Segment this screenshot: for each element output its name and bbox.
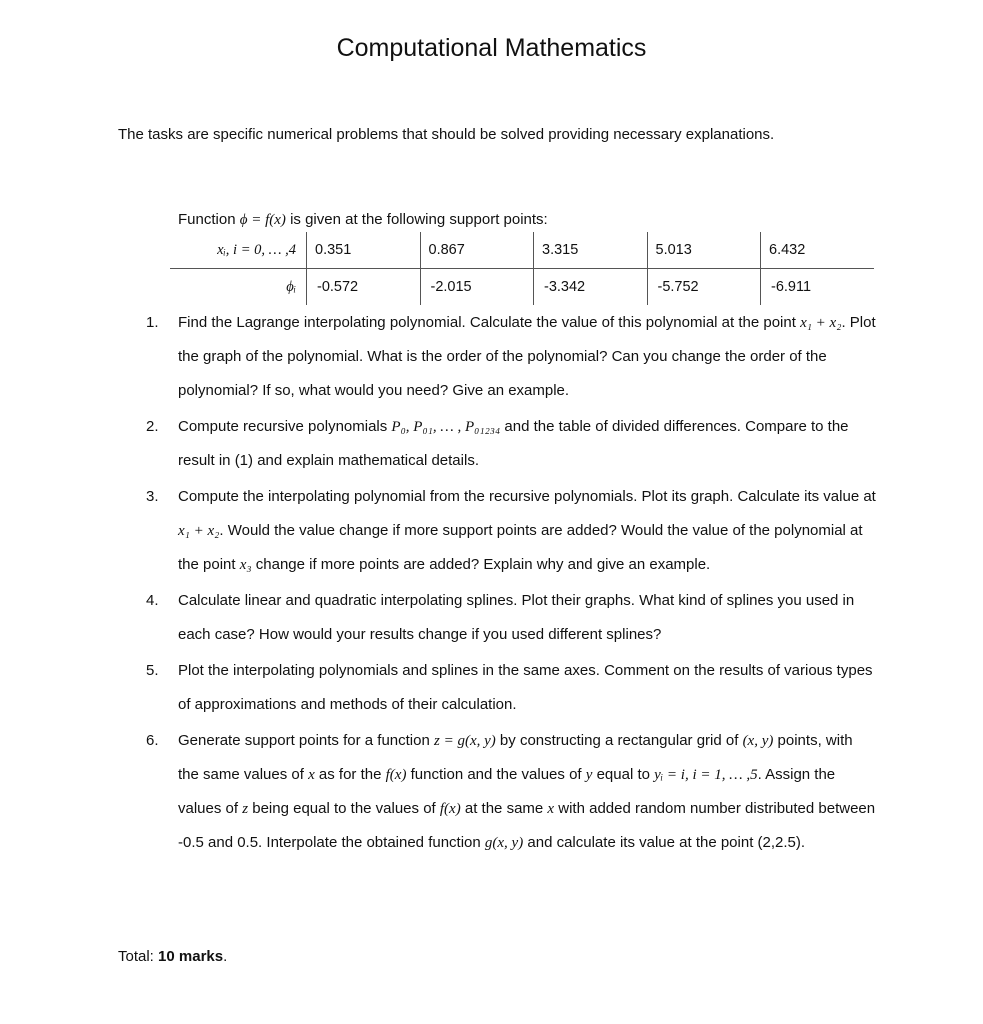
task-item	[146, 410, 876, 478]
x-value: 0.867	[420, 232, 534, 269]
function-statement	[178, 211, 548, 229]
function-math: ϕ = f(x)	[239, 212, 286, 228]
page-title: Computational Mathematics	[336, 34, 647, 62]
task-text: and the table of divided differences. Compare to the result in (1) and explain mathematical details.	[178, 418, 849, 469]
x-value: 5.013	[647, 232, 761, 269]
task-text: equal to	[592, 766, 655, 783]
task-item	[146, 306, 876, 408]
task-math: y	[585, 767, 593, 783]
task-text: Compute recursive polynomials	[178, 418, 392, 435]
task-math: f(x)	[385, 767, 407, 783]
x-value: 0.351	[307, 232, 421, 269]
x-value: 6.432	[761, 232, 875, 269]
task-math: x₁ + x₂	[800, 315, 842, 331]
task-number: 5.	[146, 662, 159, 679]
task-math: x₁ + x₂	[178, 523, 220, 539]
task-number: 2.	[146, 418, 159, 435]
phi-value: -0.572	[307, 269, 421, 306]
task-item	[146, 584, 876, 652]
task-text: points, with the same values of	[178, 732, 853, 783]
intro-text: The tasks are specific numerical problems that should be solved providing necessary explanations.	[118, 126, 775, 143]
function-prefix: Function	[178, 211, 240, 228]
task-number: 1.	[146, 314, 159, 331]
task-math: x	[547, 801, 555, 817]
task-text: . Would the value change if more support points are added? Would the value of the polynomial at the point	[178, 522, 863, 573]
task-text: function and the values of	[406, 766, 586, 783]
task-text: as for the	[314, 766, 386, 783]
task-math: g(x, y)	[484, 835, 524, 851]
support-points-table	[170, 232, 874, 305]
task-text: . Assign the values of	[178, 766, 836, 817]
total-value: 10 marks	[158, 948, 224, 965]
task-text: Find the Lagrange interpolating polynomial. Calculate the value of this polynomial at the point	[178, 314, 801, 331]
phi-value: -5.752	[647, 269, 761, 306]
task-text: Plot the interpolating polynomials and splines in the same axes. Comment on the results of various types of approximations and methods of their calculation.	[178, 662, 873, 713]
task-text: and calculate its value at the point (2,2.5).	[523, 834, 806, 851]
task-math: x₃	[239, 557, 252, 573]
task-number: 6.	[146, 732, 159, 749]
task-text: by constructing a rectangular grid of	[495, 732, 743, 749]
total-label: Total:	[118, 948, 159, 965]
task-text: . Plot the graph of the polynomial. What is the order of the polynomial? Can you change the order of the polynomial? If so, what would you need? Give an example.	[178, 314, 876, 399]
task-text: at the same	[460, 800, 548, 817]
phi-header: ϕᵢ	[286, 278, 296, 295]
phi-value: -2.015	[420, 269, 534, 306]
total-marks	[118, 948, 227, 965]
task-text: being equal to the values of	[248, 800, 440, 817]
phi-value: -6.911	[761, 269, 875, 306]
task-number: 3.	[146, 488, 159, 505]
task-number: 4.	[146, 592, 159, 609]
task-math: P₀, P₀₁, … , P₀₁₂₃₄	[391, 419, 501, 435]
phi-value: -3.342	[534, 269, 648, 306]
function-suffix: is given at the following support points:	[285, 211, 548, 228]
task-list	[146, 306, 876, 862]
task-math: z = g(x, y)	[434, 733, 496, 749]
task-item	[146, 654, 876, 722]
task-text: Generate support points for a function	[178, 732, 434, 749]
task-math: (x, y)	[742, 733, 774, 749]
x-row	[170, 232, 874, 269]
phi-row	[170, 269, 874, 306]
task-text: change if more points are added? Explain why and give an example.	[251, 556, 711, 573]
task-math: z	[242, 801, 249, 817]
task-math: f(x)	[439, 801, 461, 817]
task-item	[146, 480, 876, 582]
task-text: Calculate linear and quadratic interpolating splines. Plot their graphs. What kind of splines you used in each case? How would your results change if you used different splines?	[178, 592, 855, 643]
x-value: 3.315	[534, 232, 648, 269]
x-header: xᵢ, i = 0, … ,4	[170, 232, 307, 269]
task-item	[146, 724, 876, 860]
task-math: yᵢ = i, i = 1, … ,5	[654, 767, 758, 783]
total-suffix: .	[223, 948, 228, 965]
task-math: x	[308, 767, 315, 783]
task-text: Compute the interpolating polynomial from the recursive polynomials. Plot its graph. Calculate its value at	[178, 488, 876, 505]
task-text: with added random number distributed between -0.5 and 0.5. Interpolate the obtained function	[178, 800, 876, 851]
